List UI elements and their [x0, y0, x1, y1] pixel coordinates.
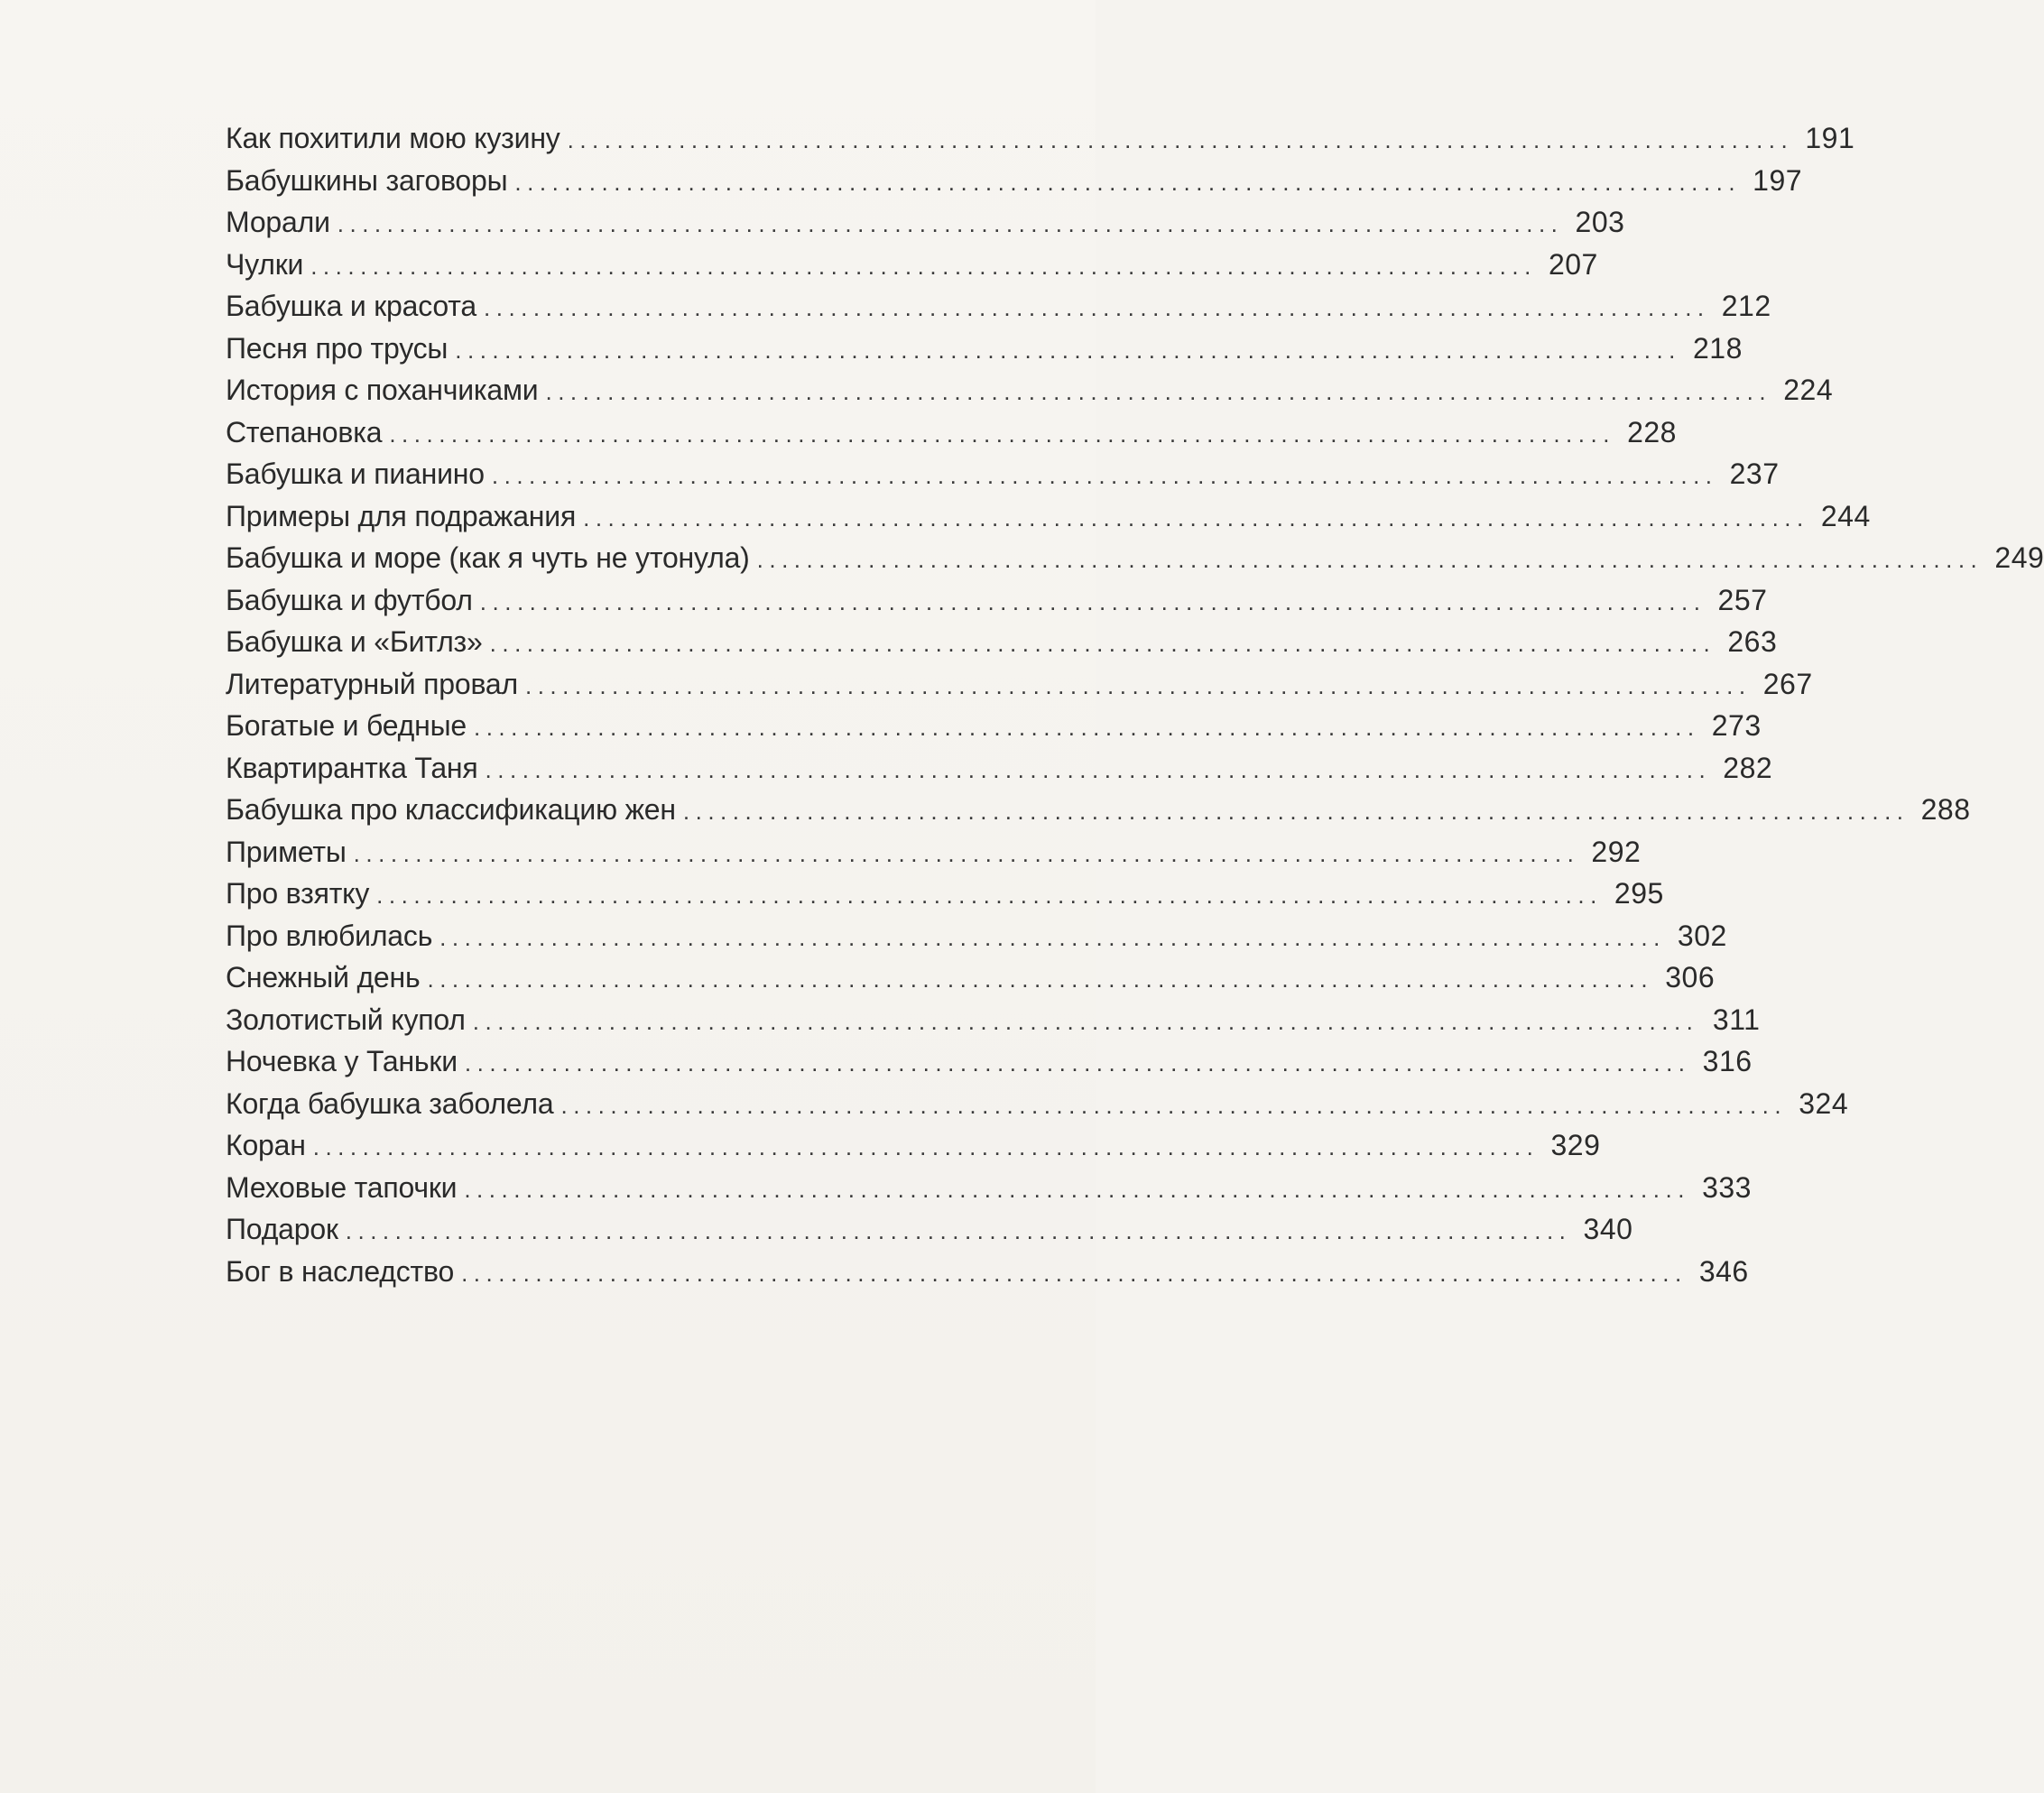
toc-dot-leader: ................................................................................................... [583, 504, 1809, 531]
toc-entry-title: Морали [226, 206, 330, 238]
toc-entry [226, 957, 1716, 999]
toc-entry [226, 1251, 1749, 1293]
table-of-contents [226, 117, 2044, 1292]
toc-entry-page-number: 292 [1591, 835, 1642, 868]
toc-dot-leader: ................................................................................................... [439, 923, 1666, 951]
toc-entry-title: Снежный день [226, 961, 421, 994]
toc-entry-page-number: 197 [1753, 163, 1803, 197]
toc-entry [226, 285, 1771, 328]
toc-entry [226, 1040, 1753, 1083]
toc-entry-page-number: 191 [1805, 122, 1855, 154]
toc-entry [226, 579, 1768, 622]
toc-entry-title: Приметы [226, 835, 347, 868]
toc-entry [226, 915, 1727, 957]
toc-entry [226, 1124, 1601, 1167]
toc-entry-title: Когда бабушка заболела [226, 1086, 554, 1120]
toc-entry-title: Про влюбилась [226, 919, 433, 952]
toc-dot-leader: ................................................................................................... [310, 252, 1537, 280]
toc-dot-leader: ................................................................................................... [514, 168, 1742, 196]
toc-entry [226, 244, 1598, 286]
toc-dot-leader: ................................................................................................... [567, 126, 1794, 153]
toc-entry-title: Бабушка про классификацию жен [226, 793, 676, 826]
toc-dot-leader: ................................................................................................... [464, 1049, 1691, 1077]
toc-entry [226, 789, 1971, 831]
toc-dot-leader: ................................................................................................... [455, 336, 1681, 364]
toc-entry [226, 117, 1855, 160]
toc-entry-page-number: 267 [1762, 667, 1813, 700]
toc-dot-leader: ................................................................................................... [473, 714, 1700, 741]
toc-entry [226, 1167, 1752, 1209]
toc-dot-leader: ................................................................................................... [345, 1217, 1572, 1244]
toc-entry [226, 747, 1773, 790]
toc-dot-leader: ................................................................................................... [485, 755, 1712, 783]
toc-entry-title: Ночевка у Таньки [226, 1045, 458, 1077]
toc-entry [226, 328, 1743, 370]
toc-entry-page-number: 237 [1729, 457, 1780, 490]
toc-entry [226, 873, 1664, 915]
toc-dot-leader: ................................................................................................... [491, 462, 1718, 489]
toc-entry-title: Богатые и бедные [226, 709, 467, 742]
toc-dot-leader: ................................................................................................... [560, 1091, 1788, 1119]
toc-entry-page-number: 207 [1548, 247, 1598, 281]
toc-entry-title: Коран [226, 1129, 306, 1161]
toc-entry [226, 705, 1762, 747]
toc-dot-leader: ................................................................................................... [682, 798, 1910, 825]
toc-entry [226, 999, 1761, 1041]
toc-dot-leader: ................................................................................................... [484, 294, 1710, 321]
toc-entry-page-number: 244 [1820, 499, 1871, 532]
toc-dot-leader: ................................................................................................... [461, 1259, 1688, 1287]
toc-dot-leader: ................................................................................................... [472, 1007, 1699, 1035]
toc-entry-title: Бабушкины заговоры [226, 163, 508, 197]
toc-entry-title: Бабушка и пианино [226, 457, 485, 490]
toc-entry-page-number: 324 [1799, 1086, 1849, 1120]
toc-entry-page-number: 306 [1665, 961, 1716, 994]
toc-entry-title: Литературный провал [226, 667, 518, 700]
toc-entry-page-number: 218 [1693, 331, 1743, 365]
toc-entry-page-number: 273 [1711, 709, 1762, 742]
toc-entry-page-number: 302 [1677, 919, 1727, 952]
toc-entry-page-number: 249 [1994, 541, 2044, 574]
toc-entry [226, 411, 1677, 454]
toc-dot-leader: ................................................................................................... [353, 839, 1580, 867]
toc-entry [226, 495, 1871, 538]
toc-dot-leader: ................................................................................................... [389, 420, 1615, 448]
toc-entry-page-number: 203 [1575, 206, 1625, 238]
toc-entry-title: Бабушка и «Битлз» [226, 625, 483, 658]
toc-entry-page-number: 311 [1712, 1003, 1761, 1036]
toc-entry-page-number: 295 [1614, 877, 1664, 910]
toc-entry-title: Бабушка и красота [226, 290, 476, 322]
toc-entry-title: Степановка [226, 415, 383, 448]
toc-entry-title: Золотистый купол [226, 1003, 466, 1036]
toc-entry-page-number: 224 [1783, 374, 1834, 406]
toc-entry-title: Бабушка и футбол [226, 583, 473, 616]
toc-entry [226, 201, 1625, 244]
toc-dot-leader: ................................................................................................... [427, 966, 1654, 993]
toc-entry-title: История с поханчиками [226, 374, 539, 406]
toc-entry-page-number: 329 [1550, 1129, 1601, 1161]
toc-entry-page-number: 263 [1727, 625, 1778, 658]
toc-dot-leader: ................................................................................................... [479, 587, 1706, 615]
toc-dot-leader: ................................................................................................... [489, 630, 1716, 657]
toc-entry-title: Бабушка и море (как я чуть не утонула) [226, 541, 750, 574]
toc-entry-page-number: 282 [1723, 751, 1773, 784]
toc-entry-page-number: 340 [1583, 1213, 1633, 1245]
toc-entry-title: Меховые тапочки [226, 1170, 458, 1204]
toc-entry [226, 1083, 1849, 1125]
toc-dot-leader: ................................................................................................... [756, 546, 1984, 573]
toc-entry [226, 453, 1780, 495]
toc-dot-leader: ................................................................................................... [464, 1175, 1690, 1203]
toc-dot-leader: ................................................................................................... [524, 671, 1752, 699]
toc-entry-title: Песня про трусы [226, 331, 449, 365]
toc-entry-title: Примеры для подражания [226, 499, 577, 532]
toc-entry-page-number: 228 [1627, 415, 1677, 448]
toc-entry-page-number: 316 [1702, 1045, 1753, 1077]
toc-entry-title: Как похитили мою кузину [226, 122, 560, 154]
toc-entry-page-number: 346 [1698, 1254, 1749, 1288]
toc-entry-title: Подарок [226, 1213, 338, 1245]
toc-entry [226, 663, 1813, 706]
toc-entry [226, 1208, 1633, 1251]
toc-dot-leader: ................................................................................................... [545, 378, 1772, 405]
toc-entry-title: Про взятку [226, 877, 370, 910]
toc-entry-page-number: 333 [1702, 1170, 1752, 1204]
toc-entry [226, 160, 1803, 202]
toc-dot-leader: ................................................................................................... [337, 210, 1564, 237]
toc-entry-page-number: 257 [1717, 583, 1768, 616]
toc-entry-page-number: 288 [1920, 793, 1971, 826]
toc-dot-leader: ................................................................................................... [376, 882, 1603, 909]
toc-entry [226, 537, 2044, 579]
toc-entry [226, 621, 1778, 663]
toc-entry-title: Чулки [226, 247, 304, 281]
toc-entry [226, 369, 1834, 411]
toc-entry-title: Бог в наследство [226, 1254, 455, 1288]
toc-entry-page-number: 212 [1721, 290, 1771, 322]
toc-entry [226, 831, 1642, 873]
toc-entry-title: Квартирантка Таня [226, 751, 478, 784]
toc-dot-leader: ................................................................................................... [312, 1133, 1540, 1160]
